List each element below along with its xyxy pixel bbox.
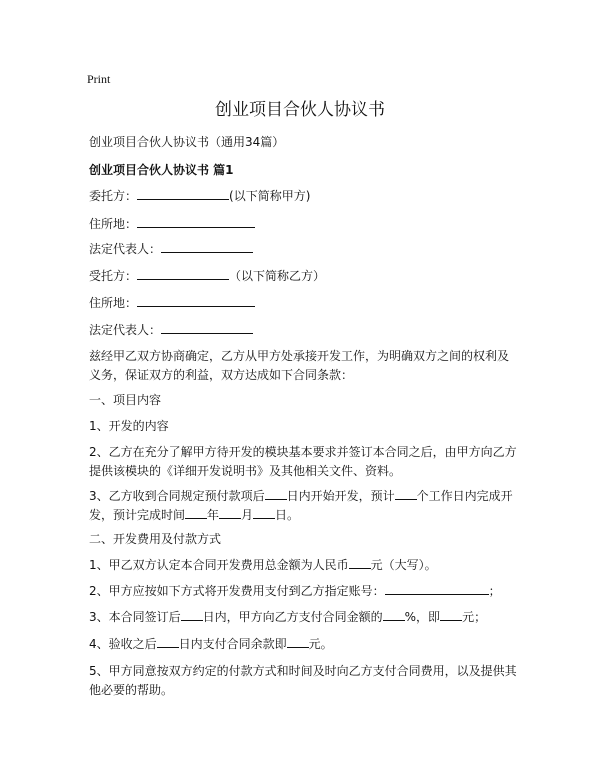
clause-2-4-c: 元。 — [308, 637, 333, 651]
rep1-blank — [161, 241, 253, 253]
address1-blank — [137, 216, 255, 228]
clause-2-2-a: 2、甲方应按如下方式将开发费用支付到乙方指定账号： — [89, 584, 385, 598]
clause-2-1 — [89, 557, 437, 573]
rep2-blank — [161, 322, 253, 334]
clause-1-3-e: 月 — [241, 508, 254, 522]
blank — [349, 557, 371, 569]
blank — [185, 507, 207, 519]
contractor-label: 受托方： — [89, 269, 138, 283]
clause-1-3-a: 3、乙方收到合同规定预付款项后 — [89, 489, 265, 503]
document-title: 创业项目合伙人协议书 — [215, 100, 385, 120]
address1-label: 住所地： — [89, 217, 138, 231]
client-field — [89, 188, 310, 204]
section-1-heading: 一、项目内容 — [89, 393, 162, 407]
client-blank — [137, 188, 229, 200]
blank — [253, 507, 275, 519]
blank — [395, 488, 417, 500]
address2-field — [89, 295, 255, 311]
clause-1-1: 1、开发的内容 — [89, 419, 169, 433]
contractor-field — [89, 268, 325, 284]
contractor-suffix: （以下简称乙方） — [229, 269, 326, 283]
contractor-blank — [137, 268, 229, 280]
rep2-label: 法定代表人： — [89, 323, 162, 337]
clause-2-1-b: 元（大写）。 — [370, 558, 437, 572]
clause-1-2: 2、乙方在充分了解甲方待开发的模块基本要求并签订本合同之后，由甲方向乙方提供该模块的《详细开发说明书》及其他相关文件、资料。 — [89, 445, 517, 478]
blank — [219, 507, 241, 519]
blank — [181, 609, 203, 621]
document-subtitle: 创业项目合伙人协议书（通用34篇） — [89, 135, 285, 149]
rep2-field — [89, 322, 253, 338]
blank — [287, 636, 309, 648]
clause-2-3-a: 3、本合同签订后 — [89, 610, 181, 624]
address1-field — [89, 216, 255, 232]
clause-2-3 — [89, 609, 486, 625]
client-suffix: (以下简称甲方) — [229, 189, 311, 203]
section-2-heading: 二、开发费用及付款方式 — [89, 532, 222, 546]
client-label: 委托方： — [89, 189, 138, 203]
section-heading: 创业项目合伙人协议书 篇1 — [89, 163, 234, 177]
address2-label: 住所地： — [89, 296, 138, 310]
blank — [157, 636, 179, 648]
clause-1-3-f: 日。 — [275, 508, 300, 522]
account-blank — [385, 583, 489, 595]
clause-2-3-c: %，即 — [404, 610, 441, 624]
clause-2-2 — [89, 583, 501, 599]
clause-2-1-a: 1、甲乙双方认定本合同开发费用总金额为人民币 — [89, 558, 349, 572]
clause-2-2-b: ； — [488, 584, 501, 598]
rep1-field — [89, 241, 253, 257]
address2-blank — [137, 295, 255, 307]
intro-paragraph: 兹经甲乙双方协商确定，乙方从甲方处承接开发工作，为明确双方之间的权利及义务，保证双方的利益，双方达成如下合同条款： — [89, 349, 510, 382]
clause-2-4-b: 日内支付合同余款即 — [178, 637, 287, 651]
clause-1-3 — [89, 487, 519, 525]
clause-2-3-b: 日内，甲方向乙方支付合同金额的 — [202, 610, 383, 624]
clause-2-5: 5、甲方同意按双方约定的付款方式和时间及时向乙方支付合同费用，以及提供其他必要的帮助。 — [89, 664, 517, 697]
blank — [440, 609, 462, 621]
rep1-label: 法定代表人： — [89, 242, 162, 256]
blank — [383, 609, 405, 621]
clause-1-3-d: 年 — [207, 508, 220, 522]
clause-2-4 — [89, 636, 333, 652]
blank — [265, 488, 287, 500]
clause-2-4-a: 4、验收之后 — [89, 637, 157, 651]
clause-1-3-c: 个工作日内完成开发，预计完成时间 — [89, 489, 513, 522]
clause-1-3-b: 日内开始开发，预计 — [286, 489, 395, 503]
clause-2-3-d: 元； — [462, 610, 487, 624]
print-link[interactable]: Print — [87, 72, 111, 86]
